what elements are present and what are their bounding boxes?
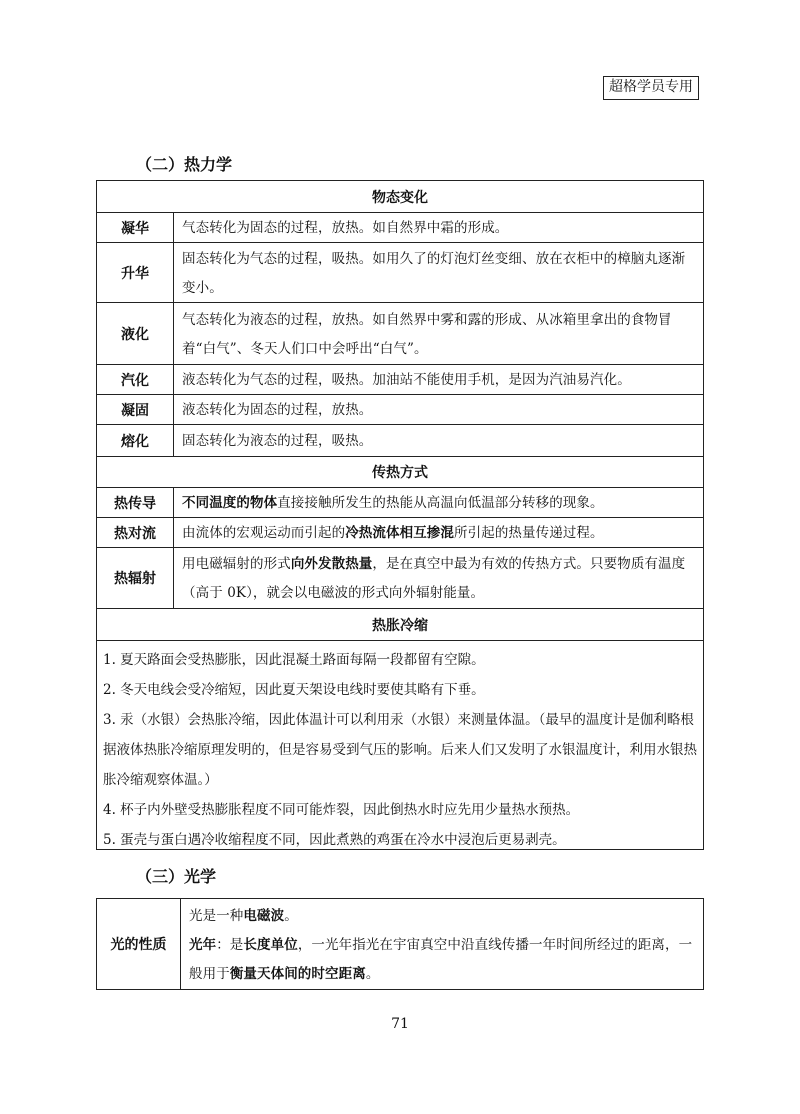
list-item: 2. 冬天电线会受冷缩短，因此夏天架设电线时要使其略有下垂。 [103, 682, 485, 698]
emphasis-text: 向外发散热量 [290, 556, 373, 572]
emphasis-text: 光年 [189, 936, 217, 953]
row-label: 升华 [97, 243, 174, 302]
phase-change-header: 物态变化 [372, 189, 428, 206]
optics-table [96, 898, 704, 990]
row-label: 热辐射 [97, 548, 174, 608]
table-row [97, 424, 703, 456]
section-title-thermodynamics: （二）热力学 [136, 155, 233, 174]
row-label: 熔化 [97, 425, 174, 456]
table-row [97, 212, 703, 242]
list-item: 4. 杯子内外壁受热膨胀程度不同可能炸裂，因此倒热水时应先用少量热水预热。 [103, 802, 580, 818]
table-row [97, 899, 703, 989]
emphasis-text: 长度单位 [243, 936, 298, 953]
row-text: 用电磁辐射的形式向外发散热量，是在真空中最为有效的传热方式。只要物质有温度（高于 0K），就会以电磁波的形式向外辐射能量。 [182, 556, 686, 601]
table-row [97, 394, 703, 424]
row-text: 固态转化为液态的过程，吸热。 [182, 433, 373, 449]
row-label: 液化 [97, 303, 174, 364]
row-text: 液态转化为固态的过程，放热。 [182, 402, 373, 418]
expansion-list [97, 640, 703, 849]
emphasis-text: 衡量天体间的时空距离 [229, 965, 366, 982]
emphasis-text: 不同温度的物体 [182, 495, 278, 511]
row-text: 气态转化为液态的过程，放热。如自然界中雾和露的形成、从冰箱里拿出的食物冒着“白气”、冬天人们口中会呼出“白气”。 [182, 311, 672, 357]
row-label: 汽化 [97, 365, 174, 394]
table-row [97, 517, 703, 547]
list-item: 1. 夏天路面会受热膨胀，因此混凝土路面每隔一段都留有空隙。 [103, 652, 485, 668]
page-number: 71 [391, 1016, 409, 1032]
row-label: 热对流 [97, 518, 174, 547]
heat-transfer-header: 传热方式 [97, 456, 703, 487]
row-text: 气态转化为固态的过程，放热。如自然界中霜的形成。 [182, 220, 509, 236]
row-label: 凝固 [97, 395, 174, 424]
section-title-optics: （三）光学 [136, 867, 217, 886]
thermal-expansion-header: 热胀冷缩 [97, 608, 703, 640]
row-label: 热传导 [97, 488, 174, 517]
student-only-badge: 超格学员专用 [603, 76, 699, 100]
row-text: 固态转化为气态的过程，吸热。如用久了的灯泡灯丝变细、放在衣柜中的樟脑丸逐渐变小。 [182, 250, 686, 296]
thermodynamics-table [96, 180, 704, 850]
table-row [97, 547, 703, 608]
emphasis-text: 电磁波 [243, 907, 285, 924]
row-text: 由流体的宏观运动而引起的冷热流体相互掺混所引起的热量传递过程。 [182, 525, 604, 541]
table-row [97, 364, 703, 394]
emphasis-text: 冷热流体相互掺混 [345, 525, 455, 541]
row-label: 光的性质 [97, 899, 181, 989]
table-row [97, 302, 703, 364]
list-item: 3. 汞（水银）会热胀冷缩，因此体温计可以利用汞（水银）来测量体温。（最早的温度计是伽利略根据液体热胀冷缩原理发明的，但是容易受到气压的影响。后来人们又发明了水银温度计，利用水银热胀冷缩观察体温。） [103, 712, 697, 788]
row-text: 光是一种电磁波。 光年：是长度单位，一光年指光在宇宙真空中沿直线传播一年时间所经过的距离，一般用于衡量天体间的时空距离。 [189, 907, 693, 982]
list-item: 5. 蛋壳与蛋白遇冷收缩程度不同，因此煮熟的鸡蛋在冷水中浸泡后更易剥壳。 [103, 832, 566, 848]
row-text: 液态转化为气态的过程，吸热。加油站不能使用手机，是因为汽油易汽化。 [182, 372, 631, 388]
row-label: 凝华 [97, 213, 174, 242]
table-row [97, 487, 703, 517]
row-text: 不同温度的物体直接接触所发生的热能从高温向低温部分转移的现象。 [182, 495, 604, 511]
table-row [97, 242, 703, 302]
